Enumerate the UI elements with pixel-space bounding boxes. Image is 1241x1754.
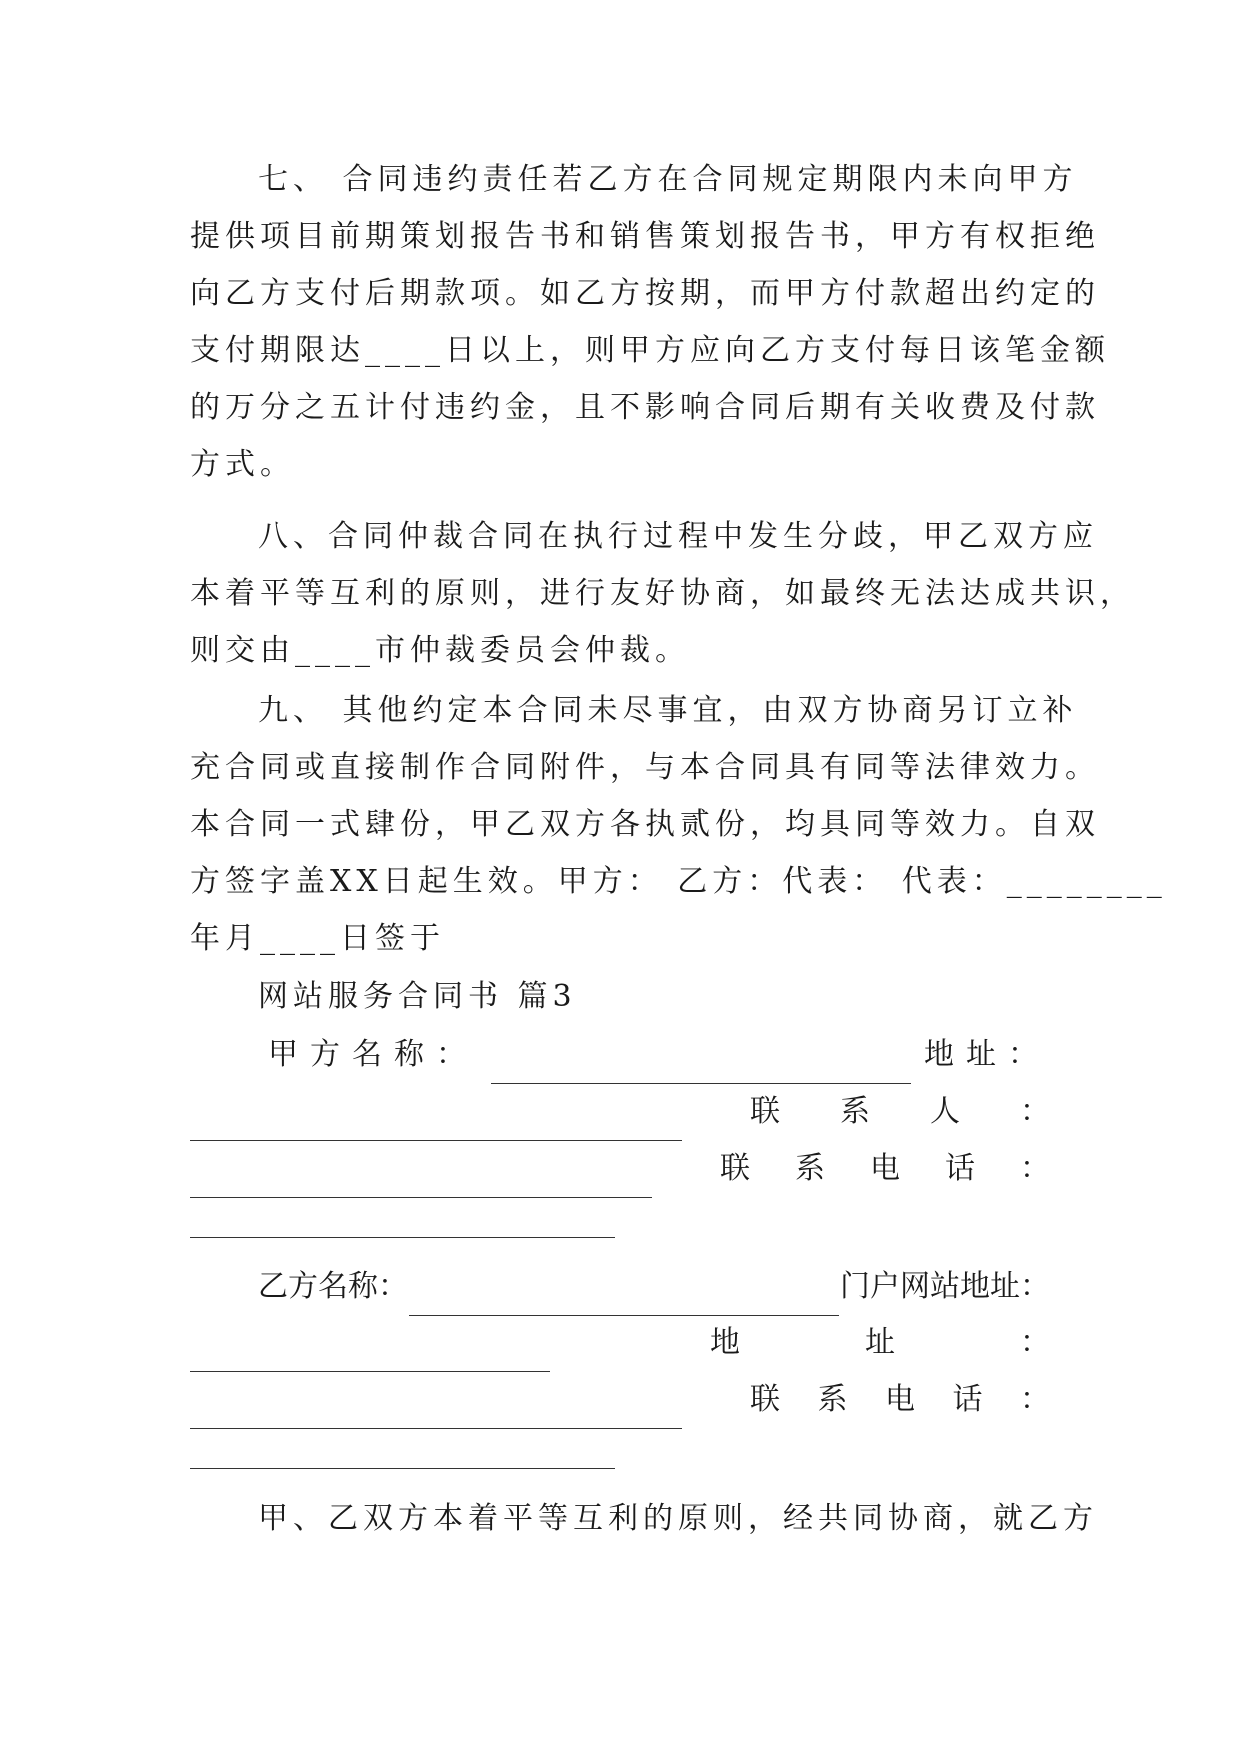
b-phone-char-1: 联 [750,1382,780,1417]
party-b-address-field[interactable] [190,1398,682,1429]
clause-9-line-3: 本合同一式肆份，甲乙双方各执贰份，均具同等效力。自双 [190,807,1100,842]
party-a-phone-field[interactable] [190,1237,615,1238]
party-a-phone-label [720,1140,1050,1198]
clause-7-line-6: 方式。 [190,447,295,482]
party-a-address-field[interactable] [190,1110,682,1141]
party-a-contact-row [190,1083,1050,1141]
clause-7-line-2: 提供项目前期策划报告书和销售策划报告书，甲方有权拒绝 [190,219,1100,254]
party-a-name-label: 甲方名称： [268,1037,478,1072]
phone-char-3: 电 [870,1151,900,1186]
b-phone-char-4: 话 [952,1382,983,1417]
party-a-name-row [268,1026,1050,1084]
b-phone-char-5: ： [1020,1382,1050,1417]
party-b-phone-label [750,1371,1050,1429]
clause-7-line-3: 向乙方支付后期款项。如乙方按期，而甲方付款超出约定的 [190,276,1100,311]
clause-9-line-2: 充合同或直接制作合同附件，与本合同具有同等法律效力。 [190,750,1100,785]
contact-char-2: 系 [840,1094,870,1129]
phone-char-4: 话 [945,1151,975,1186]
address-char-2: 址 [865,1325,895,1360]
phone-char-1: 联 [720,1151,750,1186]
clause-8-line-3: 则交由____市仲裁委员会仲裁。 [190,633,690,668]
party-b-phone-row [190,1371,1050,1429]
clause-9-line-4: 方签字盖XX日起生效。甲方： 乙方：代表： 代表：________ [190,864,1167,899]
party-a-contact-field[interactable] [190,1167,652,1198]
contact-char-4: ： [1020,1094,1050,1129]
party-b-name-field[interactable] [409,1285,839,1316]
party-a-phone-row [190,1140,1050,1198]
phone-char-5: ： [1020,1151,1050,1186]
party-b-address-label [710,1314,1050,1372]
contact-char-3: 人 [930,1094,960,1129]
closing-paragraph-line-1: 甲、乙双方本着平等互利的原则，经共同协商，就乙方 [258,1501,1098,1536]
section-title: 网站服务合同书 篇3 [258,979,577,1014]
address-char-3: ： [1020,1325,1050,1360]
party-a-name-field[interactable] [491,1053,911,1084]
party-a-address-label: 地址： [924,1037,1050,1072]
party-b-phone-field[interactable] [190,1468,615,1469]
clause-9-line-5: 年月____日签于 [190,921,445,956]
party-b-portal-label: 门户网站地址： [840,1269,1050,1304]
party-b-portal-field[interactable] [190,1341,550,1372]
party-a-contact-label [750,1083,1050,1141]
clause-7-line-1: 七、 合同违约责任若乙方在合同规定期限内未向甲方 [258,162,1078,197]
b-phone-char-2: 系 [817,1382,848,1417]
phone-char-2: 系 [795,1151,825,1186]
party-b-name-label: 乙方名称： [258,1269,408,1304]
contact-char-1: 联 [750,1094,780,1129]
clause-7-line-5: 的万分之五计付违约金，且不影响合同后期有关收费及付款 [190,390,1100,425]
clause-8-line-1: 八、合同仲裁合同在执行过程中发生分歧，甲乙双方应 [258,519,1098,554]
party-b-name-row [258,1258,1050,1316]
party-b-address-row [190,1314,1050,1372]
b-phone-char-3: 电 [885,1382,915,1417]
clause-8-line-2: 本着平等互利的原则，进行友好协商，如最终无法达成共识， [190,576,1135,611]
address-char-1: 地 [710,1325,740,1360]
clause-9-line-1: 九、 其他约定本合同未尽事宜，由双方协商另订立补 [258,693,1078,728]
clause-7-line-4: 支付期限达____日以上，则甲方应向乙方支付每日该笔金额 [190,333,1110,368]
